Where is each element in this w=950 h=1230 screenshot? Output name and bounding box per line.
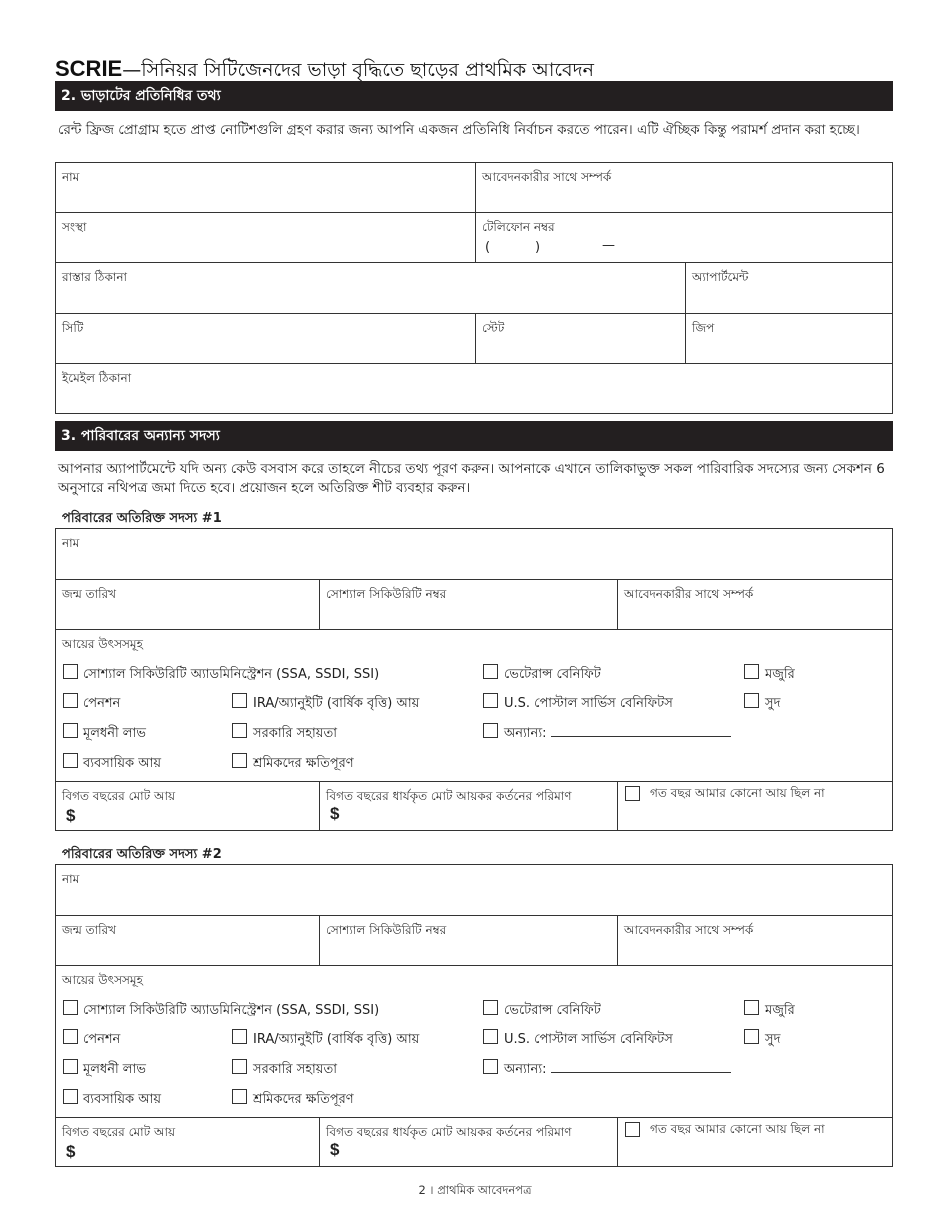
member-1-no-income-checkbox[interactable] xyxy=(625,786,640,801)
option-usps: U.S. পোস্টাল সার্ভিস বেনিফিটস xyxy=(504,1032,673,1047)
member-2-public-assistance-checkbox[interactable] xyxy=(232,1059,247,1074)
option-business: ব্যবসায়িক আয় xyxy=(83,1092,162,1107)
rep-organization-field[interactable] xyxy=(56,213,475,262)
member-1-wages-checkbox[interactable] xyxy=(744,664,759,679)
member-1-ira-checkbox[interactable] xyxy=(232,693,247,708)
divider xyxy=(617,1117,618,1167)
total-income-label: বিগত বছরের মোট আয় xyxy=(62,789,176,803)
rep-phone-label: টেলিফোন নম্বর xyxy=(482,220,555,234)
member-2-name-field[interactable] xyxy=(56,865,892,915)
tax-deducted-label: বিগত বছরের ধার্যকৃত মোট আয়কর কর্তনের পরিমাণ xyxy=(326,789,572,803)
section-3-heading: 3. পারিবারের অন্যান্য সদস্য xyxy=(55,421,893,451)
dollar-sign: $ xyxy=(330,1140,340,1159)
rep-zip-label: জিপ xyxy=(692,321,715,335)
option-veterans: ভেটেরান্স বেনিফিট xyxy=(504,667,601,682)
member-1-ssa-checkbox[interactable] xyxy=(63,664,78,679)
member-1-public-assistance-checkbox[interactable] xyxy=(232,723,247,738)
rep-city-label: সিটি xyxy=(62,321,84,335)
rep-email-label: ইমেইল ঠিকানা xyxy=(62,371,132,385)
member-2-other-checkbox[interactable] xyxy=(483,1059,498,1074)
member-1-title: পরিবারের অতিরিক্ত সদস্য #1 xyxy=(62,511,222,526)
option-ira: IRA/অ্যানুইটি (বার্ষিক বৃত্তি) আয় xyxy=(253,1032,420,1047)
section-2-intro: রেন্ট ফ্রিজ প্রোগ্রাম হতে প্রাপ্ত নোটিশগুলি গ্রহণ করার জন্য আপনি একজন প্রতিনিধি নির্বাচন করতে পারেন। এটি ঐচ্ছিক কিন্তু পরামর্শ প্রদান করা হচ্ছে। xyxy=(58,122,860,138)
member-1-other-input[interactable] xyxy=(551,724,731,737)
option-pension: পেনশন xyxy=(83,1032,121,1047)
member-2-wages-checkbox[interactable] xyxy=(744,1000,759,1015)
divider xyxy=(55,629,893,630)
phone-area-close: ) xyxy=(535,240,541,255)
rep-state-label: স্টেট xyxy=(482,321,505,335)
member-1-name-field[interactable] xyxy=(56,529,892,579)
tax-deducted-label: বিগত বছরের ধার্যকৃত মোট আয়কর কর্তনের পরিমাণ xyxy=(326,1125,572,1139)
member-2-business-checkbox[interactable] xyxy=(63,1089,78,1104)
member-ssn-label: সোশ্যাল সিকিউরিটি নম্বর xyxy=(326,923,447,937)
member-2-pension-checkbox[interactable] xyxy=(63,1029,78,1044)
member-2-total-income-field[interactable] xyxy=(56,1118,319,1166)
rep-organization-label: সংস্থা xyxy=(62,220,87,234)
option-public-assistance: সরকারি সহায়তা xyxy=(253,726,337,741)
member-dob-label: জন্ম তারিখ xyxy=(62,923,117,937)
rep-street-label: রাস্তার ঠিকানা xyxy=(62,270,127,284)
section-3-intro: আপনার অ্যাপার্টমেন্টে যদি অন্য কেউ বসবাস করে তাহলে নীচের তথ্য পূরণ করুন। আপনাকে এখানে তালিকাভুক্ত সকল পারিবারিক সদস্যের জন্য সেকশন 6 অনুসারে নথিপত্র জমা দিতে হবে। প্রয়োজন হলে অতিরিক্ত শীট ব্যবহার করুন। xyxy=(58,461,885,496)
member-2-relationship-field[interactable] xyxy=(618,916,892,965)
option-capital-gains: মূলধনী লাভ xyxy=(83,1062,146,1077)
dollar-sign: $ xyxy=(66,806,76,825)
member-2-ira-checkbox[interactable] xyxy=(232,1029,247,1044)
rep-street-field[interactable] xyxy=(56,263,685,313)
option-public-assistance: সরকারি সহায়তা xyxy=(253,1062,337,1077)
member-1-pension-checkbox[interactable] xyxy=(63,693,78,708)
member-2-usps-checkbox[interactable] xyxy=(483,1029,498,1044)
member-name-label: নাম xyxy=(62,536,80,550)
dollar-sign: $ xyxy=(66,1142,76,1161)
member-1-other-checkbox[interactable] xyxy=(483,723,498,738)
page-footer: 2 । প্রাথমিক আবেদনপত্র xyxy=(418,1183,532,1197)
member-1-total-income-field[interactable] xyxy=(56,782,319,830)
option-ssa: সোশ্যাল সিকিউরিটি অ্যাডমিনিস্ট্রেশন (SSA, SSDI, SSI) xyxy=(83,667,380,682)
divider xyxy=(55,965,893,966)
member-1-usps-checkbox[interactable] xyxy=(483,693,498,708)
title-text: —সিনিয়র সিটিজেনদের ভাড়া বৃদ্ধিতে ছাড়ের প্রাথমিক আবেদন xyxy=(122,59,594,81)
rep-name-label: নাম xyxy=(62,170,80,184)
option-interest: সুদ xyxy=(765,696,781,711)
member-relationship-label: আবেদনকারীর সাথে সম্পর্ক xyxy=(624,587,754,601)
total-income-label: বিগত বছরের মোট আয় xyxy=(62,1125,176,1139)
member-2-workers-comp-checkbox[interactable] xyxy=(232,1089,247,1104)
rep-relationship-label: আবেদনকারীর সাথে সম্পর্ক xyxy=(482,170,612,184)
no-income-label: গত বছর আমার কোনো আয় ছিল না xyxy=(650,786,825,800)
option-business: ব্যবসায়িক আয় xyxy=(83,756,162,771)
member-2-tax-deducted-field[interactable] xyxy=(320,1118,617,1166)
title-brand: SCRIE xyxy=(55,56,123,81)
option-interest: সুদ xyxy=(765,1032,781,1047)
member-1-veterans-checkbox[interactable] xyxy=(483,664,498,679)
rep-zip-field[interactable] xyxy=(686,314,892,363)
option-wages: মজুরি xyxy=(765,1003,795,1018)
member-2-other-input[interactable] xyxy=(551,1060,731,1073)
member-1-interest-checkbox[interactable] xyxy=(744,693,759,708)
no-income-label: গত বছর আমার কোনো আয় ছিল না xyxy=(650,1122,825,1136)
member-1-business-checkbox[interactable] xyxy=(63,753,78,768)
member-dob-label: জন্ম তারিখ xyxy=(62,587,117,601)
rep-relationship-field[interactable] xyxy=(476,163,892,212)
member-2-veterans-checkbox[interactable] xyxy=(483,1000,498,1015)
member-1-ssn-field[interactable] xyxy=(320,580,617,629)
rep-apartment-field[interactable] xyxy=(686,263,892,313)
option-usps: U.S. পোস্টাল সার্ভিস বেনিফিটস xyxy=(504,696,673,711)
phone-area-open: ( xyxy=(485,240,491,255)
member-1-tax-deducted-field[interactable] xyxy=(320,782,617,830)
rep-state-field[interactable] xyxy=(476,314,685,363)
rep-apartment-label: অ্যাপার্টমেন্ট xyxy=(692,270,749,284)
rep-email-field[interactable] xyxy=(56,364,892,413)
section-2-heading: 2. ভাড়াটের প্রতিনিধির তথ্য xyxy=(55,81,893,111)
option-capital-gains: মূলধনী লাভ xyxy=(83,726,146,741)
member-2-interest-checkbox[interactable] xyxy=(744,1029,759,1044)
member-2-ssa-checkbox[interactable] xyxy=(63,1000,78,1015)
option-wages: মজুরি xyxy=(765,667,795,682)
member-2-dob-field[interactable] xyxy=(56,916,319,965)
member-1-relationship-field[interactable] xyxy=(618,580,892,629)
member-2-ssn-field[interactable] xyxy=(320,916,617,965)
member-1-workers-comp-checkbox[interactable] xyxy=(232,753,247,768)
rep-city-field[interactable] xyxy=(56,314,475,363)
member-2-capital-gains-checkbox[interactable] xyxy=(63,1059,78,1074)
member-name-label: নাম xyxy=(62,872,80,886)
option-veterans: ভেটেরান্স বেনিফিট xyxy=(504,1003,601,1018)
rep-name-field[interactable] xyxy=(56,163,475,212)
divider xyxy=(617,781,618,831)
option-workers-comp: শ্রমিকদের ক্ষতিপূরণ xyxy=(253,756,354,771)
member-1-capital-gains-checkbox[interactable] xyxy=(63,723,78,738)
option-ira: IRA/অ্যানুইটি (বার্ষিক বৃত্তি) আয় xyxy=(253,696,420,711)
option-other xyxy=(504,724,731,745)
option-pension: পেনশন xyxy=(83,696,121,711)
option-other-label: অন্যান্য: xyxy=(504,1062,547,1077)
option-other-label: অন্যান্য: xyxy=(504,726,547,741)
member-2-no-income-checkbox[interactable] xyxy=(625,1122,640,1137)
rep-phone-field[interactable] xyxy=(476,213,892,262)
option-workers-comp: শ্রমিকদের ক্ষতিপূরণ xyxy=(253,1092,354,1107)
member-ssn-label: সোশ্যাল সিকিউরিটি নম্বর xyxy=(326,587,447,601)
member-relationship-label: আবেদনকারীর সাথে সম্পর্ক xyxy=(624,923,754,937)
dollar-sign: $ xyxy=(330,804,340,823)
income-sources-label: আয়ের উৎসসমূহ xyxy=(62,637,143,651)
phone-dash: — xyxy=(602,238,615,253)
option-other xyxy=(504,1060,731,1081)
income-sources-label: আয়ের উৎসসমূহ xyxy=(62,973,143,987)
member-2-title: পরিবারের অতিরিক্ত সদস্য #2 xyxy=(62,847,222,862)
option-ssa: সোশ্যাল সিকিউরিটি অ্যাডমিনিস্ট্রেশন (SSA, SSDI, SSI) xyxy=(83,1003,380,1018)
member-1-dob-field[interactable] xyxy=(56,580,319,629)
